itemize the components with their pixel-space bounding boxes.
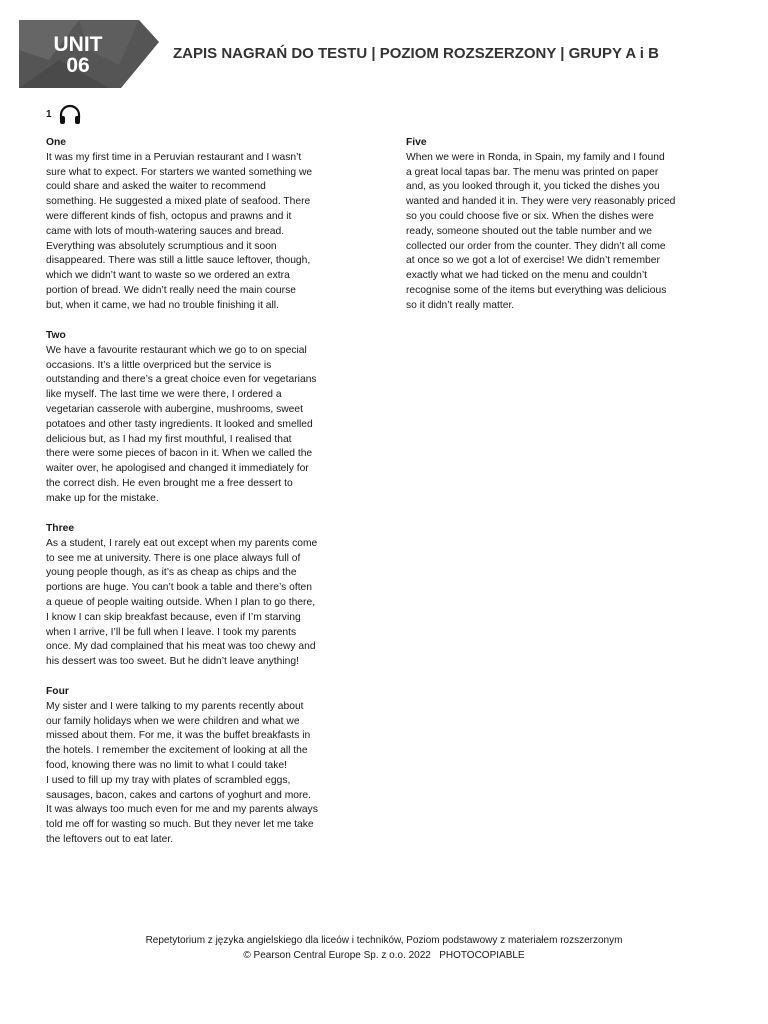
footer bbox=[0, 934, 768, 963]
text-line: waiter over, he apologised and changed it immediately for bbox=[46, 463, 309, 475]
text-line: the leftovers out to eat later. bbox=[46, 833, 174, 845]
text-line: so it didn’t really matter. bbox=[406, 299, 515, 311]
text-line: the correct dish. He even brought me a free dessert to bbox=[46, 477, 293, 489]
section-heading: Four bbox=[46, 686, 69, 697]
text-line: vegetarian casserole with aubergine, mushrooms, sweet bbox=[46, 403, 303, 415]
text-line: recognise some of the items but everything was delicious bbox=[406, 284, 667, 296]
text-line: so you could choose five or six. When the dishes were bbox=[406, 210, 654, 222]
section-five bbox=[406, 136, 675, 314]
text-line: I used to fill up my tray with plates of scrambled eggs, bbox=[46, 774, 291, 786]
text-line: portion of bread. We didn’t really need the main course bbox=[46, 284, 296, 296]
text-line: there were some pieces of bacon in it. When we called the bbox=[46, 448, 313, 460]
text-line: a great local tapas bar. The menu was printed on paper bbox=[406, 166, 659, 178]
text-line: exactly what we had ticked on the menu and couldn’t bbox=[406, 270, 647, 282]
text-line: our family holidays when we were children and what we bbox=[46, 715, 300, 727]
text-line: When we were in Ronda, in Spain, my family and I found bbox=[406, 151, 665, 163]
text-line: which we didn’t want to waste so we ordered an extra bbox=[46, 270, 290, 282]
text-line: like myself. The last time we were there, I ordered a bbox=[46, 389, 282, 401]
text-line: make up for the mistake. bbox=[46, 492, 159, 504]
section-heading: One bbox=[46, 137, 67, 148]
text-line: We have a favourite restaurant which we go to on special bbox=[46, 344, 307, 356]
text-line: something. He suggested a mixed plate of seafood. There bbox=[46, 196, 311, 208]
unit-label: UNIT bbox=[53, 33, 103, 56]
text-line: once. My dad complained that his meat was too chewy and bbox=[46, 641, 316, 653]
section-one bbox=[46, 136, 312, 314]
text-line: his dessert was too sweet. But he didn’t leave anything! bbox=[46, 656, 299, 668]
unit-badge bbox=[19, 20, 159, 88]
text-line: It was always too much even for me and my parents always bbox=[46, 804, 318, 816]
text-line: at once so we got a lot of exercise! We didn’t remember bbox=[406, 255, 660, 267]
text-line: As a student, I rarely eat out except when my parents come bbox=[46, 537, 318, 549]
footer-title: Repetytorium z języka angielskiego dla liceów i techników, Poziom podstawowy z materiałem rozszerzonym bbox=[145, 935, 623, 946]
section-heading: Two bbox=[46, 330, 66, 341]
text-line: but, when it came, we had no trouble finishing it all. bbox=[46, 299, 279, 311]
text-line: sure what to expect. For starters we wanted something we bbox=[46, 166, 313, 178]
section-heading: Three bbox=[46, 523, 75, 534]
text-line: to see me at university. There is one place always full of bbox=[46, 552, 301, 564]
unit-number: 06 bbox=[66, 54, 90, 77]
text-line: portions are huge. You can’t book a table and there’s often bbox=[46, 582, 313, 594]
text-line: outstanding and there’s a great choice even for vegetarians bbox=[46, 374, 317, 386]
text-line: potatoes and other tasty ingredients. It looked and smelled bbox=[46, 418, 313, 430]
text-line: delicious but, as I had my first mouthful, I realised that bbox=[46, 433, 292, 445]
exercise-number: 1 bbox=[46, 109, 52, 120]
headphones-icon bbox=[58, 104, 82, 126]
text-line: came with lots of mouth-watering sauces and bread. bbox=[46, 225, 285, 237]
section-three bbox=[46, 522, 317, 670]
text-line: told me off for wasting so much. But they never let me take bbox=[46, 819, 314, 831]
text-line: when I arrive, I’ll be full when I leave. I took my parents bbox=[46, 626, 297, 638]
text-line: Everything was absolutely scrumptious and it soon bbox=[46, 240, 277, 252]
text-line: It was my first time in a Peruvian restaurant and I wasn’t bbox=[46, 151, 302, 163]
text-line: sausages, bacon, cakes and cartons of yoghurt and more. bbox=[46, 789, 312, 801]
text-line: ready, someone shouted out the table number and we bbox=[406, 225, 652, 237]
text-line: food, knowing there was no limit to what I could take! bbox=[46, 759, 287, 771]
text-line: and, as you looked through it, you ticked the dishes you bbox=[406, 181, 660, 193]
text-line: collected our order from the counter. They didn’t all come bbox=[406, 240, 666, 252]
section-two bbox=[46, 329, 317, 507]
text-line: the hotels. I remember the excitement of looking at all the bbox=[46, 745, 308, 757]
text-line: missed about them. For me, it was the buffet breakfasts in bbox=[46, 730, 311, 742]
section-heading: Five bbox=[406, 137, 427, 148]
text-line: could share and asked the waiter to recommend bbox=[46, 181, 266, 193]
page-title: ZAPIS NAGRAŃ DO TESTU | POZIOM ROZSZERZONY | GRUPY A i B bbox=[173, 45, 659, 62]
text-line: My sister and I were talking to my parents recently about bbox=[46, 700, 304, 712]
text-line: young people though, as it’s as cheap as chips and the bbox=[46, 567, 297, 579]
footer-copyright: © Pearson Central Europe Sp. z o.o. 2022 PHOTOCOPIABLE bbox=[243, 949, 525, 961]
text-line: I know I can skip breakfast because, even if I’m starving bbox=[46, 611, 301, 623]
text-line: disappeared. There was still a little sauce leftover, though, bbox=[46, 255, 311, 267]
text-line: wanted and handed it in. They were very reasonably priced bbox=[406, 196, 676, 208]
text-line: occasions. It’s a little overpriced but the service is bbox=[46, 359, 272, 371]
text-line: were different kinds of fish, octopus and prawns and it bbox=[46, 210, 292, 222]
text-line: a queue of people waiting outside. When I plan to go there, bbox=[46, 596, 316, 608]
section-four bbox=[46, 685, 318, 848]
